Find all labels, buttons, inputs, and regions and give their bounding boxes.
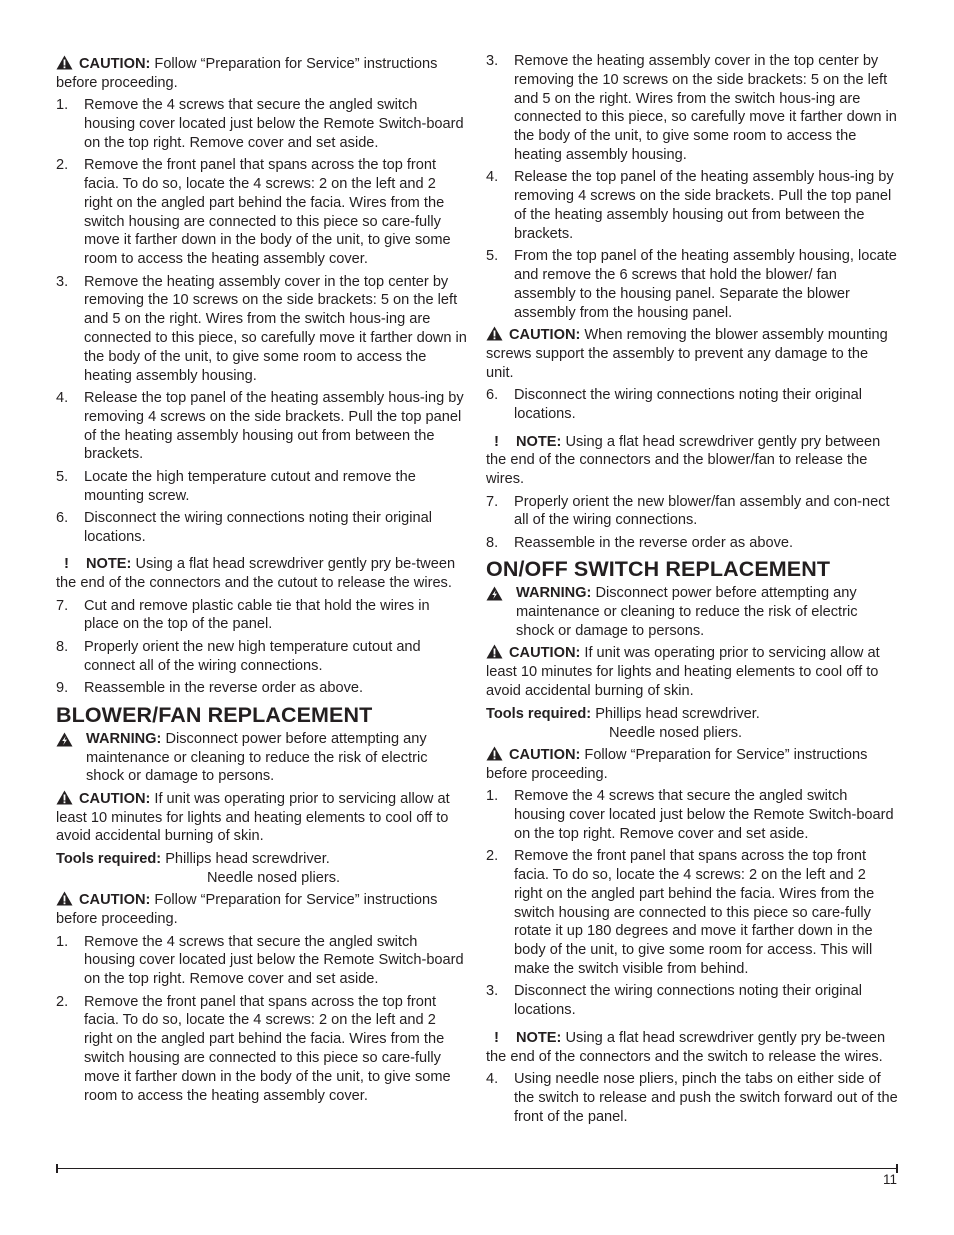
- list-item: 8. Properly orient the new high temperature cutout and connect all of the wiring connections.: [56, 638, 421, 674]
- list-item: 5. Locate the high temperature cutout and remove the mounting screw.: [56, 468, 416, 504]
- section-heading-blower-fan: BLOWER/FAN REPLACEMENT: [56, 702, 373, 727]
- step-list: [56, 597, 468, 698]
- step-list: [56, 96, 468, 546]
- caution-triangle-icon: [486, 644, 503, 659]
- section-heading-on-off-switch: ON/OFF SWITCH REPLACEMENT: [486, 557, 831, 582]
- caution-triangle-icon: [486, 746, 503, 761]
- caution-triangle-icon: [486, 326, 503, 341]
- list-item: 8. Reassemble in the reverse order as above.: [486, 534, 794, 551]
- list-item: 1. Remove the 4 screws that secure the angled switch housing cover located just below the Remote Switch-board on the top right. Remove cover and set aside.: [486, 788, 894, 842]
- left-column: [56, 55, 468, 1109]
- warning-paragraph: WARNING: Disconnect power before attempting any maintenance or cleaning to reduce the risk of electric shock or damage to persons.: [486, 584, 898, 640]
- list-item: 4. Release the top panel of the heating assembly hous-ing by removing 4 screws on the side brackets. Pull the top panel of the heating assembly housing out from between the brackets.: [56, 389, 464, 463]
- note-paragraph: ! NOTE: Using a flat head screwdriver gently pry be-tween the end of the connectors and the cutout to release the wires.: [56, 555, 456, 592]
- caution-prep-service: CAUTION: Follow “Preparation for Service” instructions before proceeding.: [56, 56, 438, 91]
- caution-burn: CAUTION: If unit was operating prior to servicing allow at least 10 minutes for lights and heating elements to cool off to avoid accidental burning of skin.: [486, 645, 880, 700]
- list-item: 2. Remove the front panel that spans across the top front facia. To do so, locate the 4 screws: 2 on the left and 2 right on the angled part behind the facia. Wires from the switch housing are connected to this piece so care-fully move it farther down in the body of the unit, to give some room to access the heating assembly cover.: [56, 157, 451, 268]
- list-item: 4. Release the top panel of the heating assembly hous-ing by removing 4 screws on the side brackets. Pull the top panel of the heating assembly housing out from between the brackets.: [486, 169, 894, 242]
- list-item: 7. Properly orient the new blower/fan assembly and con-nect all of the wiring connections.: [486, 493, 890, 529]
- warning-paragraph: WARNING: Disconnect power before attempting any maintenance or cleaning to reduce the risk of electric shock or damage to persons.: [56, 730, 468, 786]
- tools-required: Tools required: Phillips head screwdriver. Needle nosed pliers.: [56, 851, 341, 887]
- tools-required: Tools required: Phillips head screwdriver. Needle nosed pliers.: [486, 705, 760, 741]
- caution-prep-service: CAUTION: Follow “Preparation for Service” instructions before proceeding.: [56, 892, 438, 928]
- list-item: 3. Remove the heating assembly cover in the top center by removing the 10 screws on the side brackets: 5 on the left and 5 on the right. Wires from the switch hous-ing are connected to this piece, so carefully move it farther down in the body of the unit, to give some room to access the heating assembly housing.: [56, 273, 467, 384]
- list-item: 2. Remove the front panel that spans across the top front facia. To do so, locate the 4 screws: 2 on the left and 2 right on the angled part behind the facia. Wires from the switch housing are connected to this piece so care-fully move it farther down in the body of the unit, to give some room to access the heating assembly cover.: [56, 993, 451, 1104]
- list-item: 3. Remove the heating assembly cover in the top center by removing the 10 screws on the side brackets: 5 on the left and 5 on the right. Wires from the switch hous-ing are connected to this piece, so carefully move it farther down in the body of the unit, to give some room to access the heating assembly housing.: [486, 53, 897, 163]
- list-item: 3. Disconnect the wiring connections noting their original locations.: [486, 983, 863, 1019]
- list-item: 1. Remove the 4 screws that secure the angled switch housing cover located just below the Remote Switch-board on the top right. Remove cover and set aside.: [56, 933, 464, 988]
- list-item: 6. Disconnect the wiring connections noting their original locations.: [486, 386, 863, 422]
- right-column: [486, 52, 898, 1130]
- step-list: [486, 787, 898, 1020]
- list-item: 5. From the top panel of the heating assembly housing, locate and remove the 6 screws that hold the blower/ fan assembly to the housing panel. Separate the blower assembly from the housing panel.: [486, 248, 897, 321]
- list-item: 4. Using needle nose pliers, pinch the tabs on either side of the switch to release and push the switch forward out of the front of the panel.: [486, 1071, 898, 1125]
- note-paragraph: ! NOTE: Using a flat head screwdriver gently pry be-tween the end of the connectors and the switch to release the wires.: [486, 1028, 886, 1065]
- step-list: [486, 1070, 898, 1126]
- list-item: 9. Reassemble in the reverse order as above.: [56, 680, 364, 697]
- exclamation-icon: !: [494, 1028, 499, 1046]
- caution-burn: CAUTION: If unit was operating prior to servicing allow at least 10 minutes for lights and heating elements to cool off to avoid accidental burning of skin.: [56, 790, 450, 845]
- step-list: [486, 493, 898, 553]
- step-list: [56, 933, 468, 1106]
- list-item: 1. Remove the 4 screws that secure the angled switch housing cover located just below the Remote Switch-board on the top right. Remove cover and set aside.: [56, 97, 464, 151]
- step-list: [486, 386, 898, 424]
- exclamation-icon: !: [494, 432, 499, 450]
- caution-triangle-icon: [56, 891, 73, 906]
- footer-rule: [56, 1168, 898, 1169]
- step-list: [486, 52, 898, 322]
- list-item: 6. Disconnect the wiring connections noting their original locations.: [56, 509, 433, 545]
- caution-triangle-icon: [56, 790, 73, 805]
- note-paragraph: ! NOTE: Using a flat head screwdriver gently pry between the end of the connectors and the blower/fan to release the wires.: [486, 432, 881, 488]
- list-item: 2. Remove the front panel that spans across the top front facia. To do so, locate the 4 screws: 2 on the left and 2 right on the angled part behind the facia. Wires from the switch housing are connected to this piece so care-fully rotate it up 180 degrees and move it farther down in the body of the unit, to give some room for access. This will make the switch visible from behind.: [486, 848, 875, 977]
- caution-prep-service: CAUTION: Follow “Preparation for Service” instructions before proceeding.: [486, 747, 868, 782]
- warning-triangle-icon: [56, 732, 73, 747]
- caution-triangle-icon: [56, 55, 73, 70]
- warning-triangle-icon: [486, 586, 503, 601]
- list-item: 7. Cut and remove plastic cable tie that hold the wires in place on the top of the panel.: [56, 597, 430, 633]
- page-number: 11: [882, 1172, 897, 1187]
- exclamation-icon: !: [64, 555, 69, 573]
- caution-blower-support: CAUTION: When removing the blower assembly mounting screws support the assembly to prevent any damage to the unit.: [486, 326, 888, 381]
